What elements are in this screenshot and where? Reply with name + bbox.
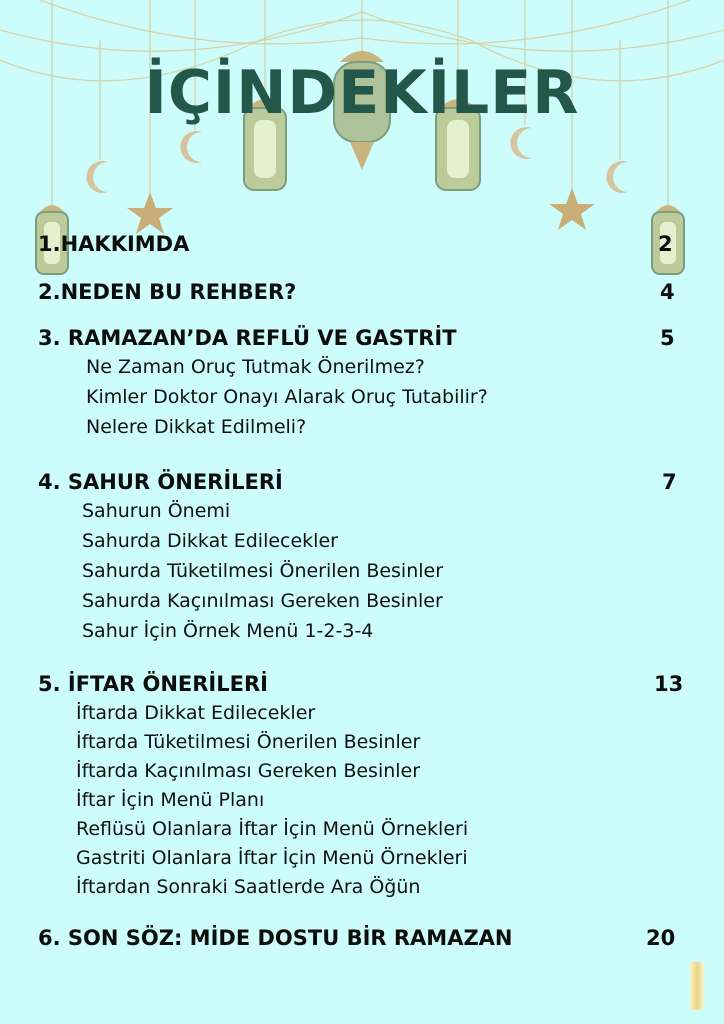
toc-heading: 5. İFTAR ÖNERİLERİ	[38, 672, 268, 696]
toc-page-number: 2	[658, 232, 673, 256]
toc-subitem: İftarda Kaçınılması Gereken Besinler	[76, 760, 421, 782]
toc-subitem: İftarda Dikkat Edilecekler	[76, 702, 316, 724]
page-title: İÇİNDEKİLER	[144, 58, 580, 128]
toc-page-number: 7	[662, 470, 677, 494]
crescent-moon-icon	[510, 127, 532, 159]
toc-heading: 3. RAMAZAN’DA REFLÜ VE GASTRİT	[38, 326, 457, 350]
star-icon	[549, 188, 595, 230]
toc-subitem: Reflüsü Olanlara İftar İçin Menü Örnekleri	[76, 818, 469, 840]
toc-heading: 6. SON SÖZ: MİDE DOSTU BİR RAMAZAN	[38, 926, 513, 950]
toc-subitem: Sahurda Tüketilmesi Önerilen Besinler	[82, 560, 444, 582]
toc-heading: 4. SAHUR ÖNERİLERİ	[38, 470, 283, 494]
toc-subitem: İftar İçin Menü Planı	[76, 789, 265, 811]
toc-subitem: İftarda Tüketilmesi Önerilen Besinler	[76, 731, 421, 753]
toc-subitem: Nelere Dikkat Edilmeli?	[86, 416, 307, 438]
toc-page-number: 4	[660, 280, 675, 304]
toc-subitem: Kimler Doktor Onayı Alarak Oruç Tutabilir?	[86, 386, 488, 408]
crescent-moon-icon	[86, 161, 108, 193]
page-marker	[690, 962, 704, 1010]
crescent-moon-icon	[606, 161, 628, 193]
toc-page-number: 5	[660, 326, 675, 350]
crescent-moon-icon	[180, 131, 202, 163]
toc-page-number: 13	[654, 672, 684, 696]
toc-heading: 2.NEDEN BU REHBER?	[38, 280, 297, 304]
toc-subitem: Sahurda Kaçınılması Gereken Besinler	[82, 590, 443, 612]
toc-subitem: Sahur İçin Örnek Menü 1-2-3-4	[82, 620, 374, 642]
toc-subitem: Sahurun Önemi	[82, 500, 231, 522]
toc-subitem: İftardan Sonraki Saatlerde Ara Öğün	[76, 876, 421, 898]
toc-subitem: Sahurda Dikkat Edilecekler	[82, 530, 338, 552]
toc-page-number: 20	[646, 926, 676, 950]
toc-subitem: Gastriti Olanlara İftar İçin Menü Örnekleri	[76, 847, 468, 869]
star-icon	[127, 192, 173, 234]
toc-heading: 1.HAKKIMDA	[38, 232, 190, 256]
toc-subitem: Ne Zaman Oruç Tutmak Önerilmez?	[86, 356, 425, 378]
